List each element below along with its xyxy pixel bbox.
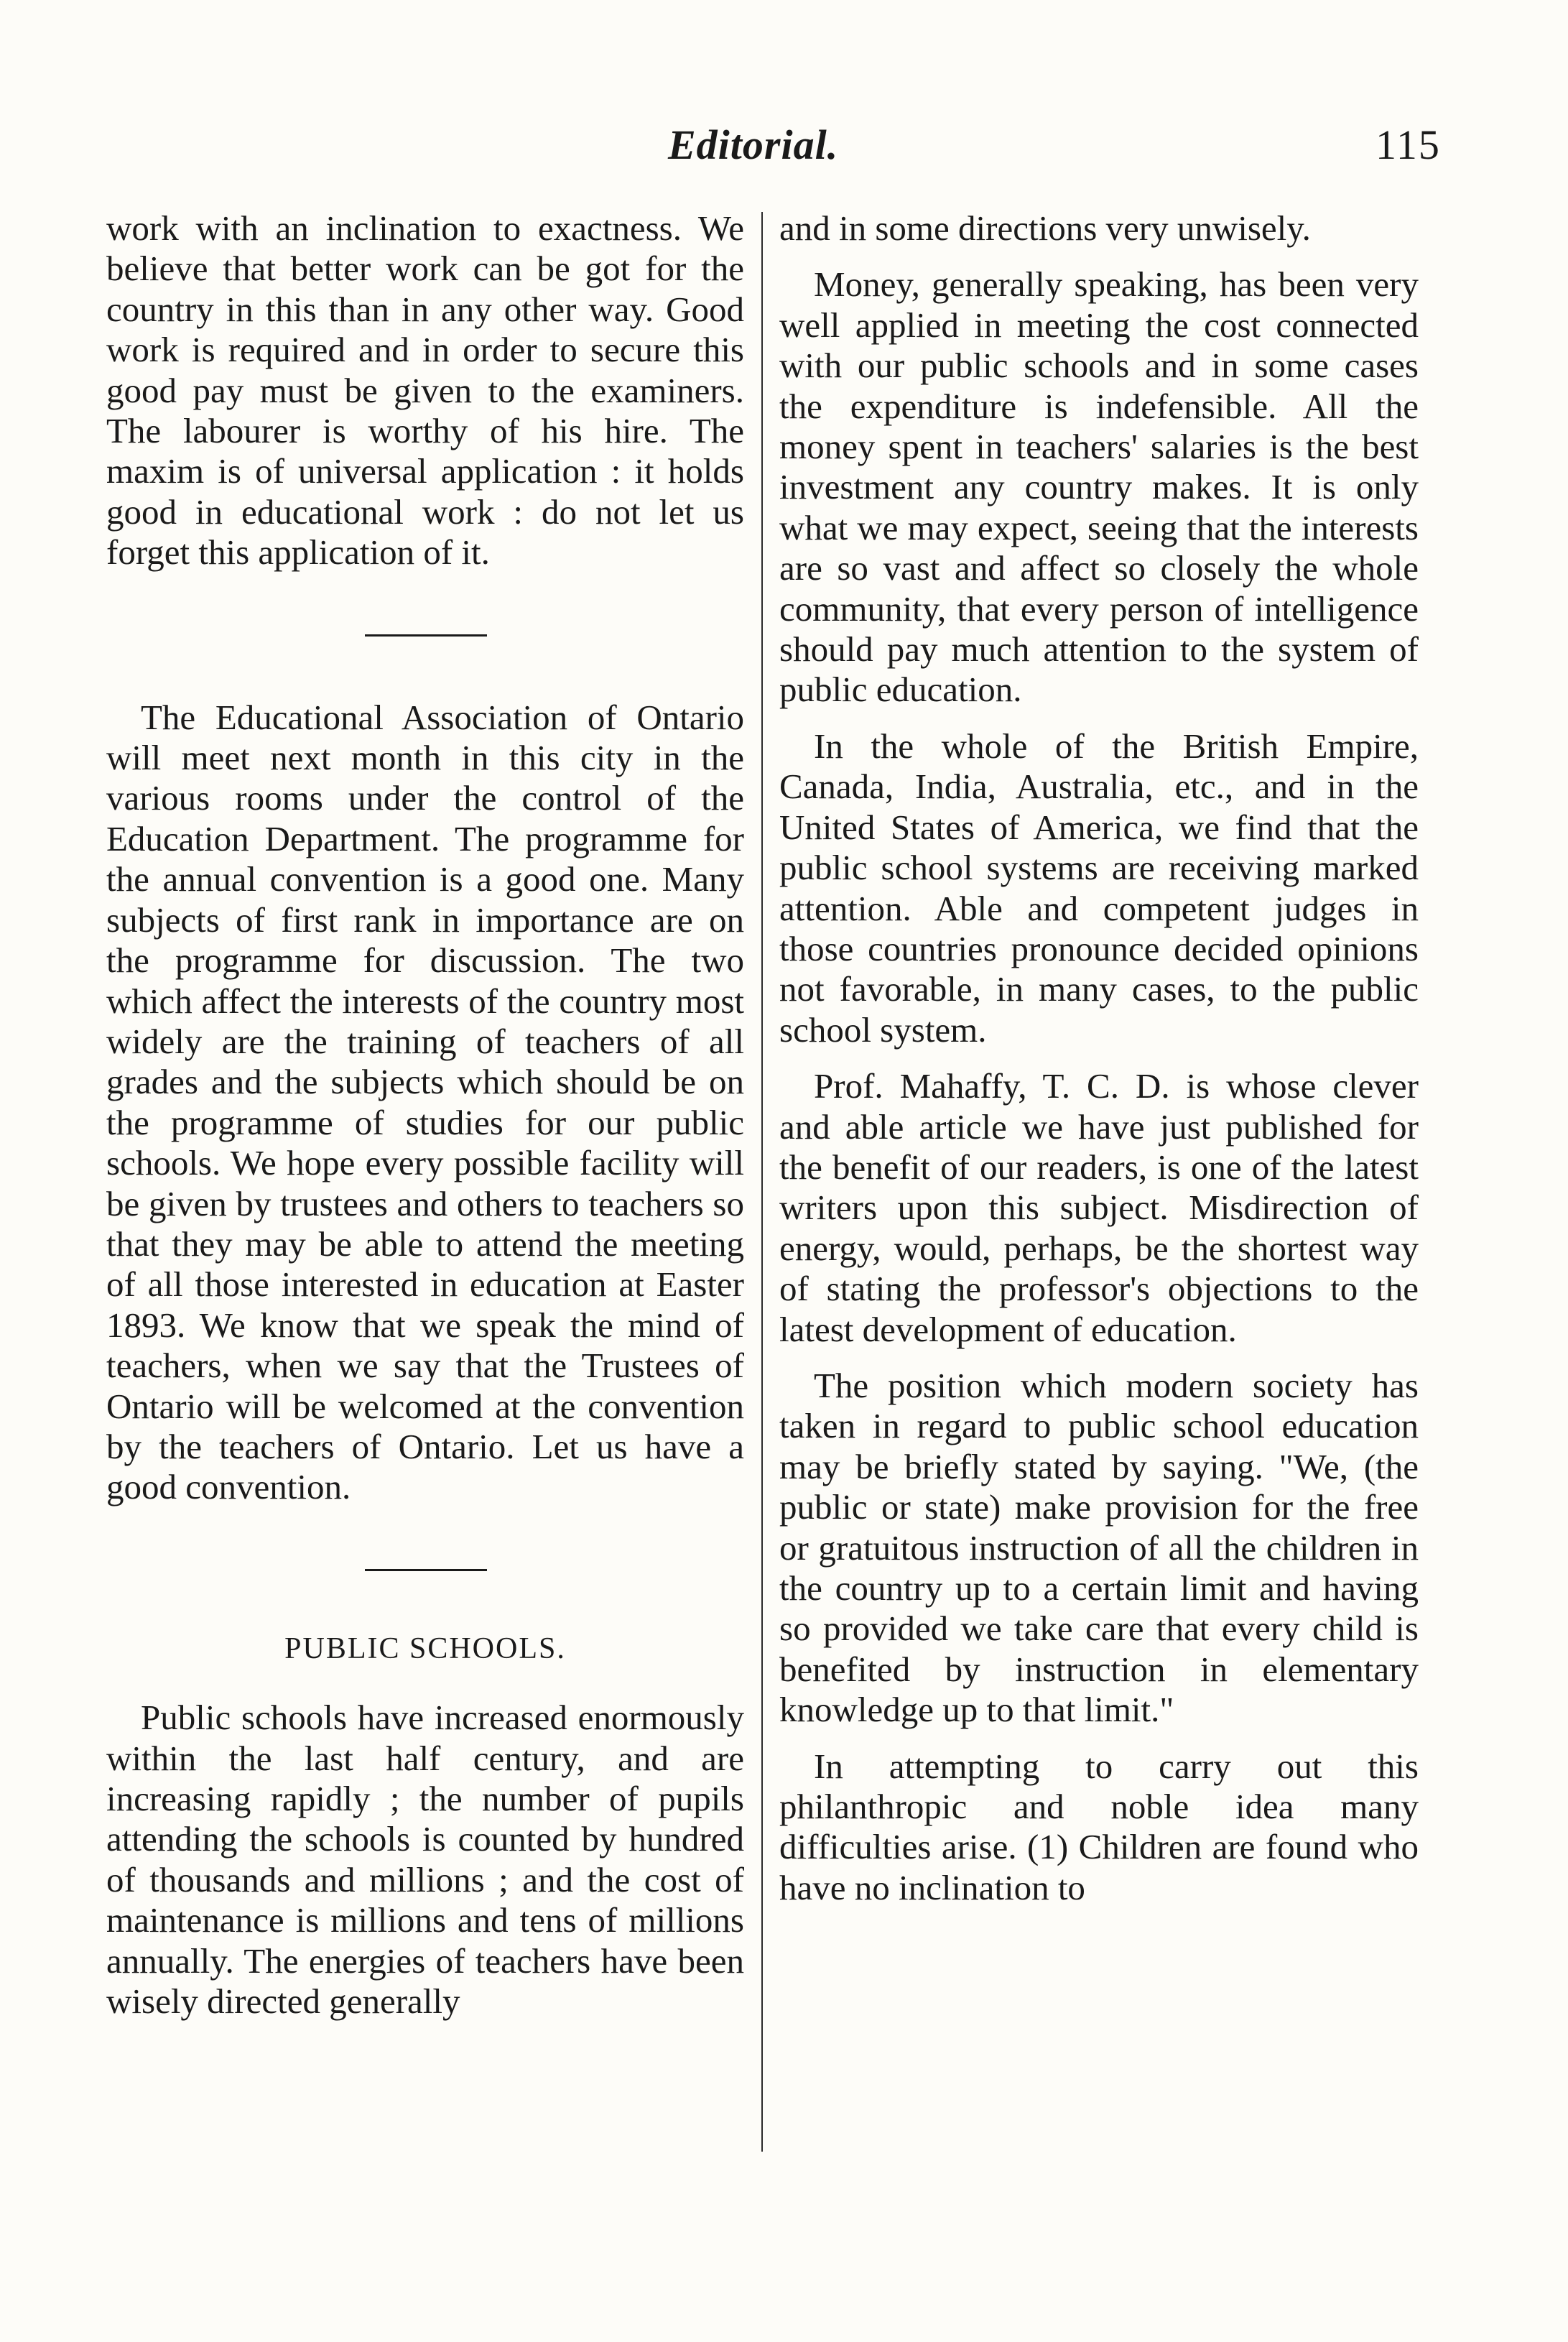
column-divider [761,212,763,2152]
right-paragraph-money: Money, generally speaking, has been very well applied in meeting the cost connected with our public schools and in some cases the expenditure is indefensible. All the money spent in teachers' salaries is the best investment any country makes. It is only what we may expect, seeing that the interests are so vast and affect so closely the whole community, that every person of intelligence should pay much attention to the system of public education. [779,264,1419,710]
right-paragraph-british-empire: In the whole of the British Empire, Canada, India, Australia, etc., and in the United States of America, we find that the public school systems are receiving marked attention. Able and competent judges in those countries pronounce decided opinions not favorable, in many cases, to the public school system. [779,726,1419,1050]
left-paragraph-educational-association: The Educational Association of Ontario will meet next month in this city in the various rooms under the control of the Education Department. The programme for the annual convention is a good one. Many subjects of first rank in importance are on the programme for discussion. The two which affect the interests of the country most widely are the training of teachers of all grades and the subjects which should be on the programme of studies for our public schools. We hope every possible facility will be given by trustees and others to teachers so that they may be able to attend the meeting of all those interested in education at Easter 1893. We know that we speak the mind of teachers, when we say that the Trustees of Ontario will be welcomed at the convention by the teachers of Ontario. Let us have a good convention. [106,697,744,1507]
right-paragraph-difficulties: In attempting to carry out this philanthropic and noble idea many difficulties arise. (1) Children are found who have no inclination to [779,1746,1419,1907]
section-divider [365,1569,487,1571]
left-column [106,208,744,2022]
running-header-title: Editorial. [668,121,839,168]
right-paragraph-continuation: and in some directions very unwisely. [779,208,1311,248]
section-heading-public-schools: PUBLIC SCHOOLS. [284,1631,566,1665]
page-number: 115 [1376,121,1441,168]
right-column [779,208,1419,1908]
right-paragraph-modern-society: The position which modern society has taken in regard to public school education may be briefly stated by saying. "We, (the public or state) make provision for the free or gratuitous instruction of all the children in the country up to a certain limit and having so provided we take care that every child is benefited by instruction in elementary knowledge up to that limit." [779,1365,1419,1730]
left-paragraph-examiners: work with an inclination to exactness. We believe that better work can be got for the country in this than in any other way. Good work is required and in order to secure this good pay must be given to the examiners. The labourer is worthy of his hire. The maxim is of universal application : it holds good in educational work : do not let us forget this application of it. [106,208,744,573]
left-paragraph-public-schools: Public schools have increased enormously within the last half century, and are increasing rapidly ; the number of pupils attending the schools is counted by hundred of thousands and millions ; and the cost of maintenance is millions and tens of millions annually. The energies of teachers have been wisely directed generally [106,1698,744,2022]
right-paragraph-mahaffy: Prof. Mahaffy, T. C. D. is whose clever and able article we have just published for the benefit of our readers, is one of the latest writers upon this subject. Misdirection of energy, would, perhaps, be the shortest way of stating the professor's objections to the latest development of education. [779,1066,1419,1349]
section-divider [365,634,487,637]
